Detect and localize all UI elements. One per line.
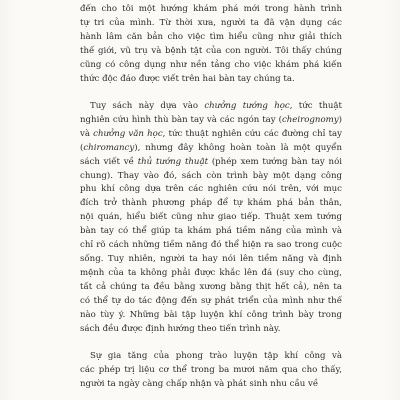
body-text: [80, 3, 342, 392]
text-run: đích trở thành phương pháp để tự khám phá bản thân,: [80, 198, 342, 209]
text-line: [80, 156, 342, 170]
text-run: tất cả chúng ta đều bằng xương bằng thịt hết cả), nên ta: [80, 281, 342, 292]
text-run: mệnh của ta không phải được khắc lên đá (suy cho cùng,: [80, 267, 342, 278]
text-line: [80, 225, 342, 239]
text-line: [80, 31, 342, 45]
text-line: [80, 142, 342, 156]
text-line: [80, 100, 342, 114]
text-run: sách đều được định hướng theo tiến trình này.: [80, 323, 281, 334]
text-line: [80, 211, 342, 225]
text-run: chỉ rõ cách những tiềm năng đó thể hiện ra sao trong cuộc: [80, 240, 342, 251]
text-run: nội quán, hiểu biết cũng như giao tiếp. Thuật xem tướng: [80, 212, 342, 223]
text-line: [80, 17, 342, 31]
text-run: Sự gia tăng của phong trào luyện tập khí công và: [90, 351, 342, 362]
paragraph-p3: [80, 350, 342, 392]
text-run: bàn tay có thể giúp ta khám phá tiềm năng của mình và: [80, 226, 342, 237]
text-run: và: [80, 128, 94, 139]
text-line: [80, 281, 342, 295]
text-run: các phép trị liệu cơ thể trong ba mươi năm qua cho thấy,: [80, 364, 342, 375]
italic-term: cheirognomy: [281, 114, 339, 125]
text-run: ): [338, 114, 342, 125]
text-line: [80, 183, 342, 197]
text-run: chung). Thay vào đó, sách còn trình bày một dạng công: [80, 170, 342, 181]
text-line: [80, 323, 342, 337]
text-line: [80, 3, 342, 17]
text-run: ), nhưng đây không hoàn toàn là một quyển: [134, 142, 342, 153]
text-line: [80, 378, 342, 392]
text-line: [80, 59, 342, 73]
italic-term: thủ tướng thuật: [137, 156, 209, 167]
text-run: (: [80, 142, 84, 153]
text-line: [80, 170, 342, 184]
text-run: phu khí công dựa trên các nghiên cứu nói trên, với mục: [80, 184, 342, 195]
text-line: [80, 73, 342, 87]
text-run: (phép xem tướng bàn tay nói: [208, 156, 342, 167]
italic-term: chưởng văn học: [93, 128, 163, 139]
text-run: Tuy sách này dựa vào: [90, 101, 205, 112]
text-line: [80, 267, 342, 281]
text-line: [80, 239, 342, 253]
text-run: tự tri của mình. Từ thời xưa, người ta đã vận dụng các: [80, 17, 342, 28]
text-run: đến cho tôi một hướng khám phá mới trong hành trình: [80, 4, 342, 14]
paragraph-p2: [80, 100, 342, 336]
text-line: [80, 45, 342, 59]
text-line: [80, 350, 342, 364]
italic-term: chưởng tướng học: [204, 101, 290, 112]
text-line: [80, 253, 342, 267]
text-run: có thể tự do tác động đến sự phát triển của mình như thế: [80, 295, 342, 306]
text-line: [80, 197, 342, 211]
text-line: [80, 364, 342, 378]
text-run: hành lâm căn bản cho việc tìm hiểu cũng như giải thích: [80, 31, 342, 42]
text-run: thức độc đáo được viết trên hai bàn tay chúng ta.: [80, 73, 295, 84]
text-run: nghiên cứu hình thù bàn tay và các ngón tay (: [80, 114, 282, 125]
text-run: sống. Tuy nhiên, người ta hay nói lên tiềm năng và định: [80, 254, 342, 264]
text-run: , tức thuật: [289, 101, 342, 112]
text-run: nào tùy ý. Những bài tập luyện khí công trình bày trong: [80, 309, 342, 320]
text-line: [80, 114, 342, 128]
text-run: sách viết về: [80, 156, 138, 167]
text-run: người ta ngày càng chấp nhận và phát sinh nhu cầu về: [80, 378, 319, 389]
paragraph-p1: [80, 3, 342, 86]
text-run: cũng có công dụng như nền tảng cho việc khám phá kiến: [80, 59, 342, 70]
text-run: , tức thuật nghiên cứu các đường chỉ tay: [162, 128, 342, 139]
text-line: [80, 128, 342, 142]
italic-term: chiromancy: [83, 142, 135, 153]
text-line: [80, 295, 342, 309]
text-run: thế giới, vũ trụ và bệnh tật của con người. Tôi thấy chúng: [80, 45, 342, 56]
text-line: [80, 309, 342, 323]
